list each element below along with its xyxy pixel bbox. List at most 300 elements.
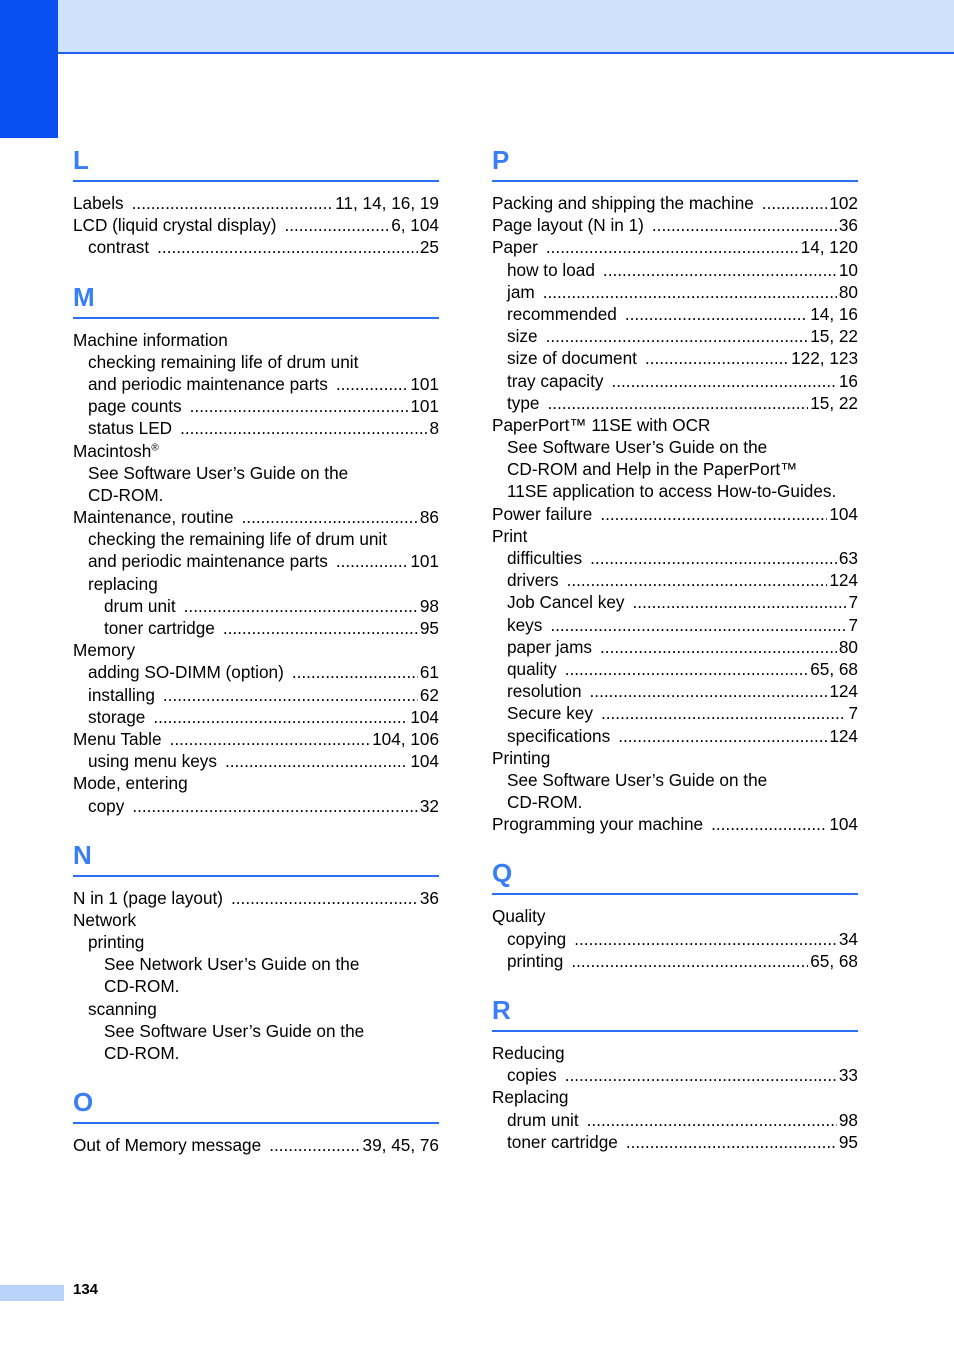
entry-label — [492, 905, 546, 927]
entry-pages: 86 — [419, 507, 439, 528]
entry-label — [104, 1042, 179, 1064]
entry-label-text: Maintenance, routine — [73, 507, 234, 528]
entry-pages: 7 — [848, 592, 858, 613]
entry-label — [88, 550, 328, 572]
dot-leader — [190, 395, 409, 417]
entry-label — [73, 639, 135, 661]
entry-pages: 36 — [838, 215, 858, 236]
entry-label — [507, 1064, 557, 1086]
index-entry — [73, 975, 439, 997]
entry-label-text: Secure key — [507, 703, 593, 724]
index-entry — [73, 617, 439, 639]
entry-pages: 33 — [838, 1065, 858, 1086]
index-entry — [73, 684, 439, 706]
dot-leader — [565, 1064, 837, 1086]
entry-label-text: keys — [507, 614, 543, 635]
entry-label — [88, 417, 172, 439]
entry-label — [73, 214, 276, 236]
entry-label-text: CD-ROM. — [104, 976, 180, 997]
index-entry — [492, 547, 858, 569]
entry-label-text: N in 1 (page layout) — [73, 887, 223, 908]
entry-pages: 104 — [829, 503, 858, 524]
entry-label — [507, 325, 538, 347]
index-entry — [73, 661, 439, 683]
entry-label — [507, 392, 540, 414]
entry-label-text: copies — [507, 1065, 557, 1086]
index-entry — [492, 525, 858, 547]
entry-label-text: paper jams — [507, 636, 593, 657]
index-entry — [492, 702, 858, 724]
index-entry — [492, 905, 858, 927]
dot-leader — [163, 684, 418, 706]
entry-label-text: Job Cancel key — [507, 592, 625, 613]
index-entry — [73, 1134, 439, 1156]
entry-label-text: storage — [88, 706, 146, 727]
dot-leader — [600, 503, 827, 525]
entry-label — [507, 1109, 579, 1131]
entry-label — [507, 436, 767, 458]
entry-label — [507, 658, 557, 680]
dot-leader — [601, 702, 846, 724]
index-entry — [73, 1020, 439, 1042]
index-entry — [492, 1109, 858, 1131]
index-section — [73, 1082, 439, 1156]
entry-label-text: recommended — [507, 303, 617, 324]
index-entry — [492, 1131, 858, 1153]
dot-leader — [223, 617, 418, 639]
entry-label-text: See Software User’s Guide on the — [104, 1020, 365, 1041]
entry-label — [88, 684, 155, 706]
index-entry — [492, 214, 858, 236]
entry-pages: 63 — [838, 548, 858, 568]
index-entry — [492, 747, 858, 769]
dot-leader — [550, 614, 846, 636]
entry-label — [492, 503, 592, 525]
entry-pages: 101 — [410, 373, 439, 394]
dot-leader — [184, 595, 418, 617]
index-entry — [73, 329, 439, 351]
entry-label-text: contrast — [88, 237, 150, 258]
footer-bar — [0, 1285, 64, 1301]
entry-label-text: copy — [88, 795, 125, 816]
entry-label-text: Machine information — [73, 329, 228, 350]
entry-pages: 14, 16 — [810, 303, 858, 324]
entry-pages: 39, 45, 76 — [362, 1135, 439, 1156]
entry-label — [507, 702, 593, 724]
index-entry — [73, 550, 439, 572]
index-column-left — [73, 140, 439, 1156]
dot-leader — [565, 658, 809, 680]
entry-label-text: copying — [507, 928, 567, 949]
index-entry — [492, 392, 858, 414]
entry-label — [507, 303, 617, 325]
entry-pages: 104, 106 — [372, 728, 439, 749]
index-entry — [73, 953, 439, 975]
entry-label — [492, 214, 644, 236]
entry-label — [507, 769, 767, 791]
dot-leader — [546, 236, 799, 258]
entry-label — [73, 192, 124, 214]
entry-label-text: LCD (liquid crystal display) — [73, 215, 277, 236]
entry-label — [507, 458, 797, 480]
dot-leader — [336, 550, 408, 572]
section-letter: L — [73, 140, 439, 182]
dot-leader — [652, 214, 837, 236]
dot-leader — [284, 214, 389, 236]
entry-label-text: using menu keys — [88, 751, 217, 772]
entry-label-text: checking the remaining life of drum unit — [88, 529, 388, 550]
dot-leader — [242, 506, 418, 528]
entry-pages: 32 — [419, 795, 439, 816]
entry-label — [73, 772, 188, 794]
entry-label — [73, 909, 136, 931]
dot-leader — [170, 728, 371, 750]
entry-label — [73, 1134, 261, 1156]
section-letter: P — [492, 140, 858, 182]
entry-label — [104, 1020, 364, 1042]
index-section — [492, 990, 858, 1153]
dot-leader — [711, 813, 827, 835]
entry-label-text: Print — [492, 525, 528, 546]
entry-pages: 124 — [829, 681, 858, 702]
index-entry — [73, 351, 439, 373]
entry-pages: 98 — [838, 1109, 858, 1130]
entry-label-text: Programming your machine — [492, 814, 704, 835]
index-entry — [492, 480, 858, 502]
index-entry — [492, 614, 858, 636]
entry-label — [507, 370, 603, 392]
section-letter: N — [73, 835, 439, 877]
entry-label — [73, 887, 223, 909]
index-entry — [492, 658, 858, 680]
dot-leader — [153, 706, 408, 728]
entry-pages: 124 — [829, 570, 858, 591]
entry-label — [492, 1086, 568, 1108]
index-entry — [492, 458, 858, 480]
dot-leader — [633, 591, 847, 613]
index-entry — [492, 503, 858, 525]
index-entry — [73, 706, 439, 728]
entry-label-text: printing — [507, 950, 564, 971]
dot-leader — [132, 192, 333, 214]
entry-label-text: Page layout (N in 1) — [492, 215, 644, 236]
dot-leader — [132, 795, 418, 817]
entry-label — [507, 480, 836, 502]
entry-label-text: toner cartridge — [104, 618, 215, 638]
dot-leader — [574, 928, 837, 950]
index-entry — [73, 573, 439, 595]
entry-label-text: See Network User’s Guide on the — [104, 954, 360, 975]
entry-label — [507, 259, 595, 281]
entry-pages: 15, 22 — [810, 392, 858, 413]
entry-label — [88, 528, 387, 550]
index-entry — [73, 887, 439, 909]
index-entry — [492, 192, 858, 214]
entry-label — [73, 728, 162, 750]
entry-pages: 80 — [838, 636, 858, 657]
index-entry — [73, 484, 439, 506]
index-entry — [73, 772, 439, 794]
header-band — [0, 0, 954, 54]
index-section — [492, 853, 858, 972]
entry-label-text: Network — [73, 909, 137, 930]
entry-label — [88, 795, 124, 817]
entry-label-text: how to load — [507, 259, 595, 280]
entry-label — [88, 750, 217, 772]
entry-label — [492, 236, 538, 258]
index-entry — [73, 214, 439, 236]
entry-label — [507, 680, 582, 702]
dot-leader — [590, 680, 828, 702]
entry-label — [104, 595, 176, 617]
entry-label-text: drum unit — [507, 1109, 579, 1130]
entry-pages: 25 — [419, 237, 439, 258]
entry-label-text: Labels — [73, 193, 124, 213]
entry-label-text: status LED — [88, 418, 173, 439]
dot-leader — [180, 417, 427, 439]
index-entry — [73, 373, 439, 395]
section-letter: R — [492, 990, 858, 1032]
index-entry — [73, 795, 439, 817]
dot-leader — [336, 373, 408, 395]
entry-pages: 6, 104 — [391, 215, 439, 236]
dot-leader — [645, 347, 789, 369]
entry-label-text: PaperPort™ 11SE with OCR — [492, 414, 711, 435]
entry-pages: 95 — [838, 1131, 858, 1152]
entry-label — [492, 1042, 565, 1064]
index-entry — [492, 680, 858, 702]
entry-pages: 101 — [410, 396, 439, 417]
entry-label — [73, 506, 234, 528]
entry-label-text: drum unit — [104, 595, 176, 616]
entry-pages: 95 — [419, 618, 439, 638]
entry-label — [507, 281, 535, 303]
index-entry — [73, 462, 439, 484]
index-entry — [492, 414, 858, 436]
entry-label-text: replacing — [88, 573, 158, 594]
entry-label — [88, 373, 328, 395]
dot-leader — [292, 661, 418, 683]
index-entry — [492, 303, 858, 325]
entry-label — [88, 351, 358, 373]
index-entry — [73, 506, 439, 528]
index-entry — [492, 569, 858, 591]
entry-pages: 98 — [419, 595, 439, 616]
entry-label — [507, 950, 563, 972]
entry-label — [492, 747, 550, 769]
index-entry — [492, 725, 858, 747]
entry-label-text: and periodic maintenance parts — [88, 551, 328, 572]
entry-label-text: Quality — [492, 906, 546, 927]
entry-label-text: CD-ROM. — [88, 484, 164, 505]
dot-leader — [603, 259, 837, 281]
index-entry — [492, 347, 858, 369]
entry-label-text: installing — [88, 684, 155, 705]
index-column-right — [492, 140, 858, 1153]
index-entry — [492, 259, 858, 281]
entry-label-text: scanning — [88, 998, 157, 1019]
entry-pages: 7 — [848, 614, 858, 635]
entry-label — [507, 347, 637, 369]
index-entry — [73, 998, 439, 1020]
entry-label — [507, 725, 610, 747]
entry-label-text: Power failure — [492, 503, 593, 524]
entry-label — [88, 998, 157, 1020]
entry-label-text: jam — [507, 281, 535, 302]
entry-label-text: See Software User’s Guide on the — [507, 769, 768, 790]
chapter-tab — [0, 0, 58, 138]
entry-label-text: size of document — [507, 348, 637, 369]
index-entry — [492, 1042, 858, 1064]
entry-label-text: page counts — [88, 396, 182, 417]
index-entry — [73, 728, 439, 750]
index-entry — [73, 440, 439, 462]
dot-leader — [587, 1109, 837, 1131]
index-entry — [73, 595, 439, 617]
entry-label-text: printing — [88, 932, 145, 953]
entry-label — [507, 928, 566, 950]
entry-label — [88, 931, 144, 953]
entry-label — [492, 414, 710, 436]
entry-label — [88, 573, 158, 595]
dot-leader — [611, 370, 836, 392]
entry-pages: 8 — [429, 418, 439, 439]
entry-label-text: size — [507, 326, 538, 347]
entry-pages: 62 — [419, 684, 439, 705]
entry-pages: 7 — [848, 703, 858, 724]
entry-label-text: difficulties — [507, 548, 583, 568]
dot-leader — [546, 325, 809, 347]
entry-pages: 14, 120 — [800, 237, 858, 258]
entry-pages: 65, 68 — [810, 658, 858, 679]
entry-label — [73, 329, 228, 351]
index-entry — [492, 791, 858, 813]
dot-leader — [231, 887, 418, 909]
entry-label-text: checking remaining life of drum unit — [88, 351, 359, 372]
index-entry — [73, 750, 439, 772]
index-section — [73, 140, 439, 259]
page-number: 134 — [73, 1281, 99, 1298]
index-entry — [73, 417, 439, 439]
entry-label-text: Printing — [492, 747, 551, 768]
entry-label-text: toner cartridge — [507, 1131, 618, 1152]
entry-label — [73, 440, 159, 462]
entry-label-text: CD-ROM. — [507, 792, 583, 813]
index-entry — [73, 1042, 439, 1064]
entry-label-text: See Software User’s Guide on the — [507, 437, 768, 458]
section-letter: Q — [492, 853, 858, 895]
entry-label — [88, 706, 145, 728]
entry-label-text: tray capacity — [507, 370, 604, 391]
entry-pages: 36 — [419, 887, 439, 908]
dot-leader — [567, 569, 828, 591]
index-entry — [492, 236, 858, 258]
entry-pages: 104 — [410, 751, 439, 772]
entry-pages: 104 — [410, 706, 439, 727]
entry-pages: 11, 14, 16, 19 — [335, 193, 439, 213]
index-entry — [492, 1064, 858, 1086]
entry-label — [507, 569, 559, 591]
entry-label-text: Mode, entering — [73, 773, 188, 794]
entry-label-text: resolution — [507, 681, 582, 702]
index-entry — [73, 395, 439, 417]
entry-label — [507, 614, 542, 636]
entry-pages: 15, 22 — [810, 326, 858, 347]
index-entry — [73, 192, 439, 214]
index-entry — [492, 636, 858, 658]
entry-label-text: quality — [507, 658, 557, 679]
index-entry — [492, 281, 858, 303]
index-entry — [73, 639, 439, 661]
index-entry — [492, 928, 858, 950]
entry-label-text: Memory — [73, 640, 136, 661]
entry-label — [88, 661, 284, 683]
index-entry — [492, 325, 858, 347]
dot-leader — [157, 236, 418, 258]
entry-label — [492, 813, 703, 835]
entry-label-text: 11SE application to access How-to-Guides. — [507, 481, 837, 502]
index-entry — [492, 813, 858, 835]
entry-pages: 34 — [838, 928, 858, 949]
entry-label — [507, 1131, 618, 1153]
entry-label-text: Macintosh — [73, 440, 152, 461]
entry-pages: 61 — [419, 662, 439, 683]
index-entry — [73, 931, 439, 953]
index-entry — [492, 950, 858, 972]
dot-leader — [225, 750, 408, 772]
entry-pages: 122, 123 — [791, 348, 858, 369]
entry-pages: 124 — [829, 725, 858, 746]
index-entry — [73, 909, 439, 931]
entry-label — [507, 547, 582, 569]
entry-label-text: Packing and shipping the machine — [492, 193, 754, 213]
dot-leader — [618, 725, 827, 747]
entry-label-text: Replacing — [492, 1087, 569, 1108]
entry-pages: 102 — [829, 193, 858, 213]
entry-label-text: See Software User’s Guide on the — [88, 462, 349, 483]
dot-leader — [543, 281, 837, 303]
entry-label-text: Reducing — [492, 1043, 565, 1063]
entry-label-text: Menu Table — [73, 728, 162, 749]
entry-label-text: CD-ROM. — [104, 1043, 180, 1063]
entry-label — [492, 192, 754, 214]
entry-label-text: CD-ROM and Help in the PaperPort™ — [507, 459, 798, 480]
index-entry — [492, 1086, 858, 1108]
dot-leader — [590, 547, 837, 569]
entry-label — [104, 617, 215, 639]
entry-label-text: adding SO-DIMM (option) — [88, 662, 284, 683]
dot-leader — [548, 392, 809, 414]
index-entry — [73, 528, 439, 550]
entry-pages: 80 — [838, 281, 858, 302]
entry-label — [507, 791, 582, 813]
index-entry — [492, 436, 858, 458]
section-letter: M — [73, 277, 439, 319]
entry-label — [507, 591, 625, 613]
index-entry — [73, 236, 439, 258]
index-section — [492, 140, 858, 835]
entry-label — [104, 975, 179, 997]
dot-leader — [600, 636, 837, 658]
entry-pages: 65, 68 — [810, 950, 858, 971]
entry-pages: 104 — [829, 814, 858, 835]
entry-label — [88, 462, 348, 484]
entry-label-text: Out of Memory message — [73, 1135, 262, 1156]
entry-label-text: and periodic maintenance parts — [88, 373, 328, 394]
entry-pages: 16 — [838, 370, 858, 391]
entry-label — [88, 236, 149, 258]
entry-label-text: drivers — [507, 570, 559, 591]
